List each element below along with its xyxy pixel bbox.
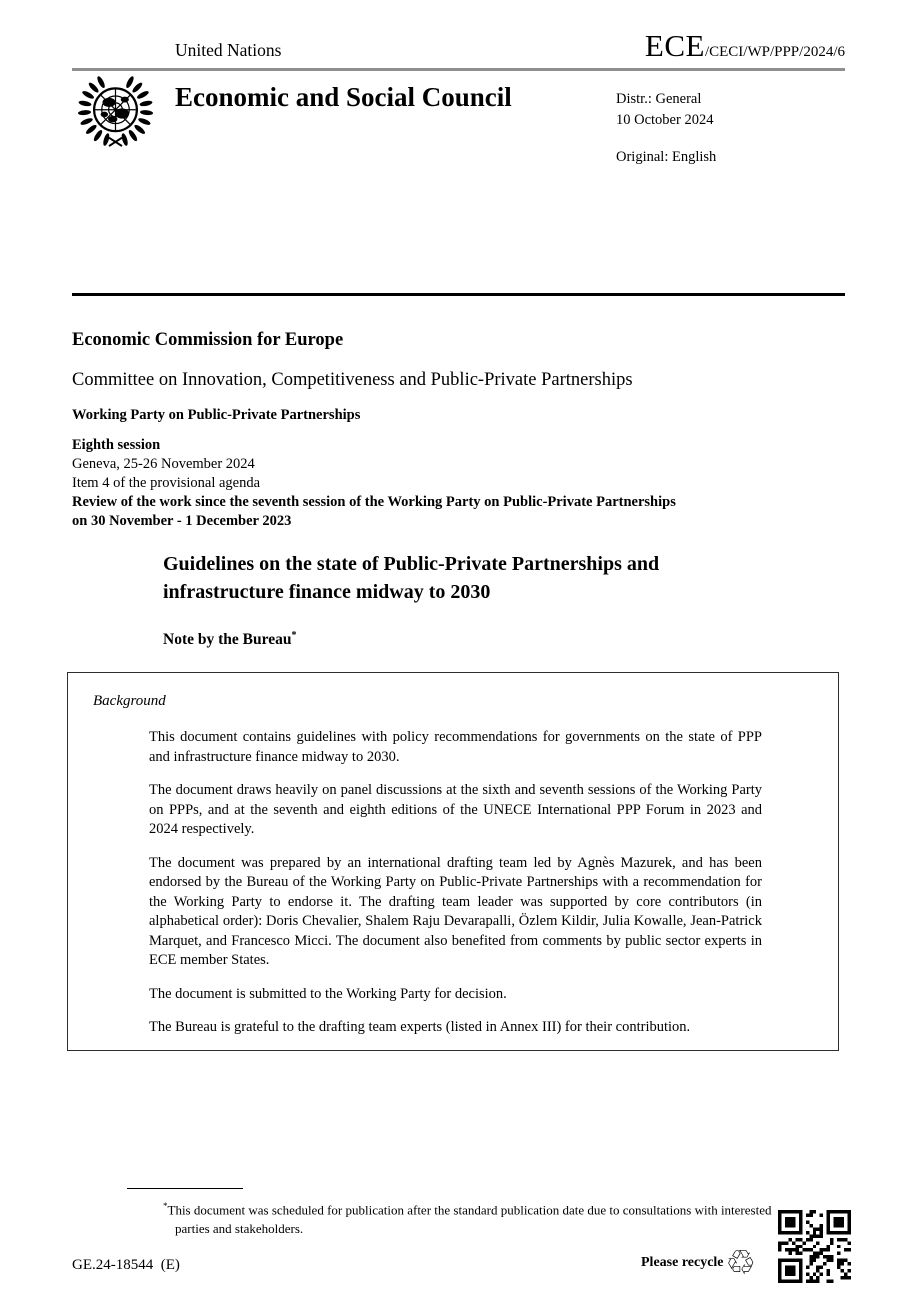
agenda-title-line2: on 30 November - 1 December 2023 — [72, 513, 292, 529]
session-block — [72, 330, 832, 531]
section-divider-rule — [72, 293, 845, 296]
council-title: Economic and Social Council — [175, 82, 512, 112]
background-heading: Background — [93, 693, 166, 709]
distribution-line: Distr.: General — [616, 91, 702, 107]
document-symbol — [645, 28, 845, 64]
issue-date: 10 October 2024 — [616, 112, 714, 128]
note-label: Note by the Bureau — [163, 631, 292, 649]
note-by-bureau — [163, 630, 763, 649]
document-reference: GE.24-18544 (E) — [72, 1257, 180, 1273]
document-symbol-suffix: /CECI/WP/PPP/2024/6 — [704, 44, 845, 60]
un-emblem-icon — [69, 75, 162, 152]
session-number: Eighth session — [72, 437, 161, 453]
working-party-name: Working Party on Public-Private Partnerships — [72, 407, 361, 423]
document-symbol-prefix: ECE — [644, 28, 705, 63]
recycle-notice — [641, 1243, 757, 1283]
header-rule — [72, 68, 845, 71]
footnote-marker: * — [291, 630, 297, 641]
committee-name: Committee on Innovation, Competitiveness and Public-Private Partnerships — [72, 370, 633, 390]
qr-code — [778, 1210, 851, 1283]
agenda-item: Item 4 of the provisional agenda — [72, 475, 261, 491]
document-title: Guidelines on the state of Public-Private Partnerships and infrastructure finance midway to 2030 — [163, 553, 660, 603]
footnote-text: This document was scheduled for publication after the standard publication date due to consultations with interested parties and stakeholders. — [167, 1202, 772, 1236]
agenda-title-line1: Review of the work since the seventh session of the Working Party on Public-Private Partnerships — [72, 494, 676, 510]
recycle-icon: ♲ — [725, 1243, 757, 1283]
footnote — [151, 1197, 773, 1238]
distribution-block — [616, 89, 716, 168]
background-paragraph: This document contains guidelines with policy recommendations for governments on the state of PPP and infrastructure finance midway to 2030. — [149, 729, 762, 765]
org-name: United Nations — [175, 40, 282, 60]
background-paragraph: The document was prepared by an international drafting team led by Agnès Mazurek, and has been endorsed by the Bureau of the Working Party on Public-Private Partnerships with a recommendation for the Working Party to endorse it. The drafting team leader was supported by core contributors (in alphabetical order): Doris Chevalier, Shalem Raju Devarapalli, Özlem Kildir, Julia Kowalle, Jean-Patrick Marquet, and Francesco Micci. The document also benefited from comments by public sector experts in ECE member States. — [149, 854, 762, 968]
background-paragraph: The document draws heavily on panel discussions at the sixth and seventh sessions of the Working Party on PPPs, and at the seventh and eighth editions of the UNECE International PPP Forum in 2023 and 2024 respectively. — [149, 782, 762, 837]
recycle-label: Please recycle — [641, 1255, 724, 1270]
footnote-separator — [127, 1188, 243, 1189]
background-paragraph: The Bureau is grateful to the drafting team experts (listed in Annex III) for their contribution. — [149, 1019, 691, 1035]
footnote-marker: * — [163, 1201, 168, 1211]
background-paragraph: The document is submitted to the Working Party for decision. — [149, 985, 507, 1002]
session-venue-dates: Geneva, 25-26 November 2024 — [72, 456, 255, 472]
original-language: Original: English — [616, 149, 717, 165]
commission-name: Economic Commission for Europe — [72, 330, 344, 350]
title-block — [163, 550, 763, 649]
background-box — [67, 672, 839, 1051]
